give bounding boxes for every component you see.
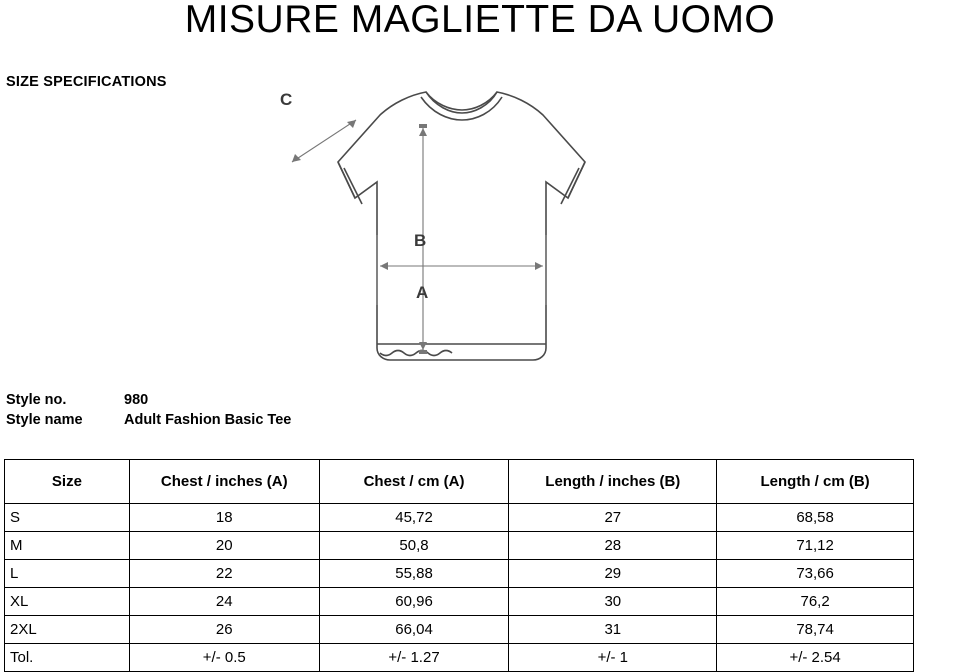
column-header-size: Size	[5, 460, 130, 504]
column-header-length-cm: Length / cm (B)	[717, 460, 914, 504]
cell-length-cm: 78,74	[717, 616, 914, 644]
diagram-marker-c: C	[280, 90, 293, 109]
cell-chest-cm: 66,04	[319, 616, 509, 644]
table-row	[5, 560, 914, 588]
cell-chest-inches: 26	[129, 616, 319, 644]
table-row	[5, 616, 914, 644]
cell-length-inches: 31	[509, 616, 717, 644]
style-no-row	[6, 392, 606, 408]
style-name-row	[6, 412, 606, 428]
cell-chest-cm: 50,8	[319, 532, 509, 560]
cell-length-cm: 76,2	[717, 588, 914, 616]
cell-length-inches: 27	[509, 504, 717, 532]
cell-chest-inches: +/- 0.5	[129, 644, 319, 672]
column-header-chest-inches: Chest / inches (A)	[129, 460, 319, 504]
style-name-value: Adult Fashion Basic Tee	[124, 412, 292, 428]
tshirt-diagram	[230, 70, 630, 375]
cell-size: S	[5, 504, 130, 532]
table-row	[5, 532, 914, 560]
diagram-marker-b: B	[414, 231, 427, 250]
cell-chest-cm: 55,88	[319, 560, 509, 588]
cell-chest-cm: 60,96	[319, 588, 509, 616]
cell-length-cm: 73,66	[717, 560, 914, 588]
style-no-value: 980	[124, 392, 149, 408]
cell-chest-cm: +/- 1.27	[319, 644, 509, 672]
cell-length-cm: +/- 2.54	[717, 644, 914, 672]
cell-chest-cm: 45,72	[319, 504, 509, 532]
table-row	[5, 588, 914, 616]
cell-chest-inches: 18	[129, 504, 319, 532]
cell-length-inches: 30	[509, 588, 717, 616]
cell-size: 2XL	[5, 616, 130, 644]
style-info	[6, 392, 606, 432]
tshirt-illustration	[230, 70, 630, 375]
table-row	[5, 644, 914, 672]
diagram-marker-a: A	[416, 283, 429, 302]
cell-size: M	[5, 532, 130, 560]
cell-chest-inches: 22	[129, 560, 319, 588]
size-table	[4, 459, 914, 672]
style-no-label: Style no.	[6, 392, 67, 408]
cell-size: L	[5, 560, 130, 588]
table-header-row	[5, 460, 914, 504]
column-header-chest-cm: Chest / cm (A)	[319, 460, 509, 504]
cell-length-inches: 29	[509, 560, 717, 588]
cell-chest-inches: 24	[129, 588, 319, 616]
cell-length-cm: 68,58	[717, 504, 914, 532]
cell-length-cm: 71,12	[717, 532, 914, 560]
size-specifications-label: SIZE SPECIFICATIONS	[6, 74, 167, 90]
cell-length-inches: +/- 1	[509, 644, 717, 672]
column-header-length-inches: Length / inches (B)	[509, 460, 717, 504]
style-name-label: Style name	[6, 412, 83, 428]
table-row	[5, 504, 914, 532]
cell-size: XL	[5, 588, 130, 616]
page-title: MISURE MAGLIETTE DA UOMO	[184, 0, 776, 41]
cell-length-inches: 28	[509, 532, 717, 560]
cell-chest-inches: 20	[129, 532, 319, 560]
cell-size: Tol.	[5, 644, 130, 672]
